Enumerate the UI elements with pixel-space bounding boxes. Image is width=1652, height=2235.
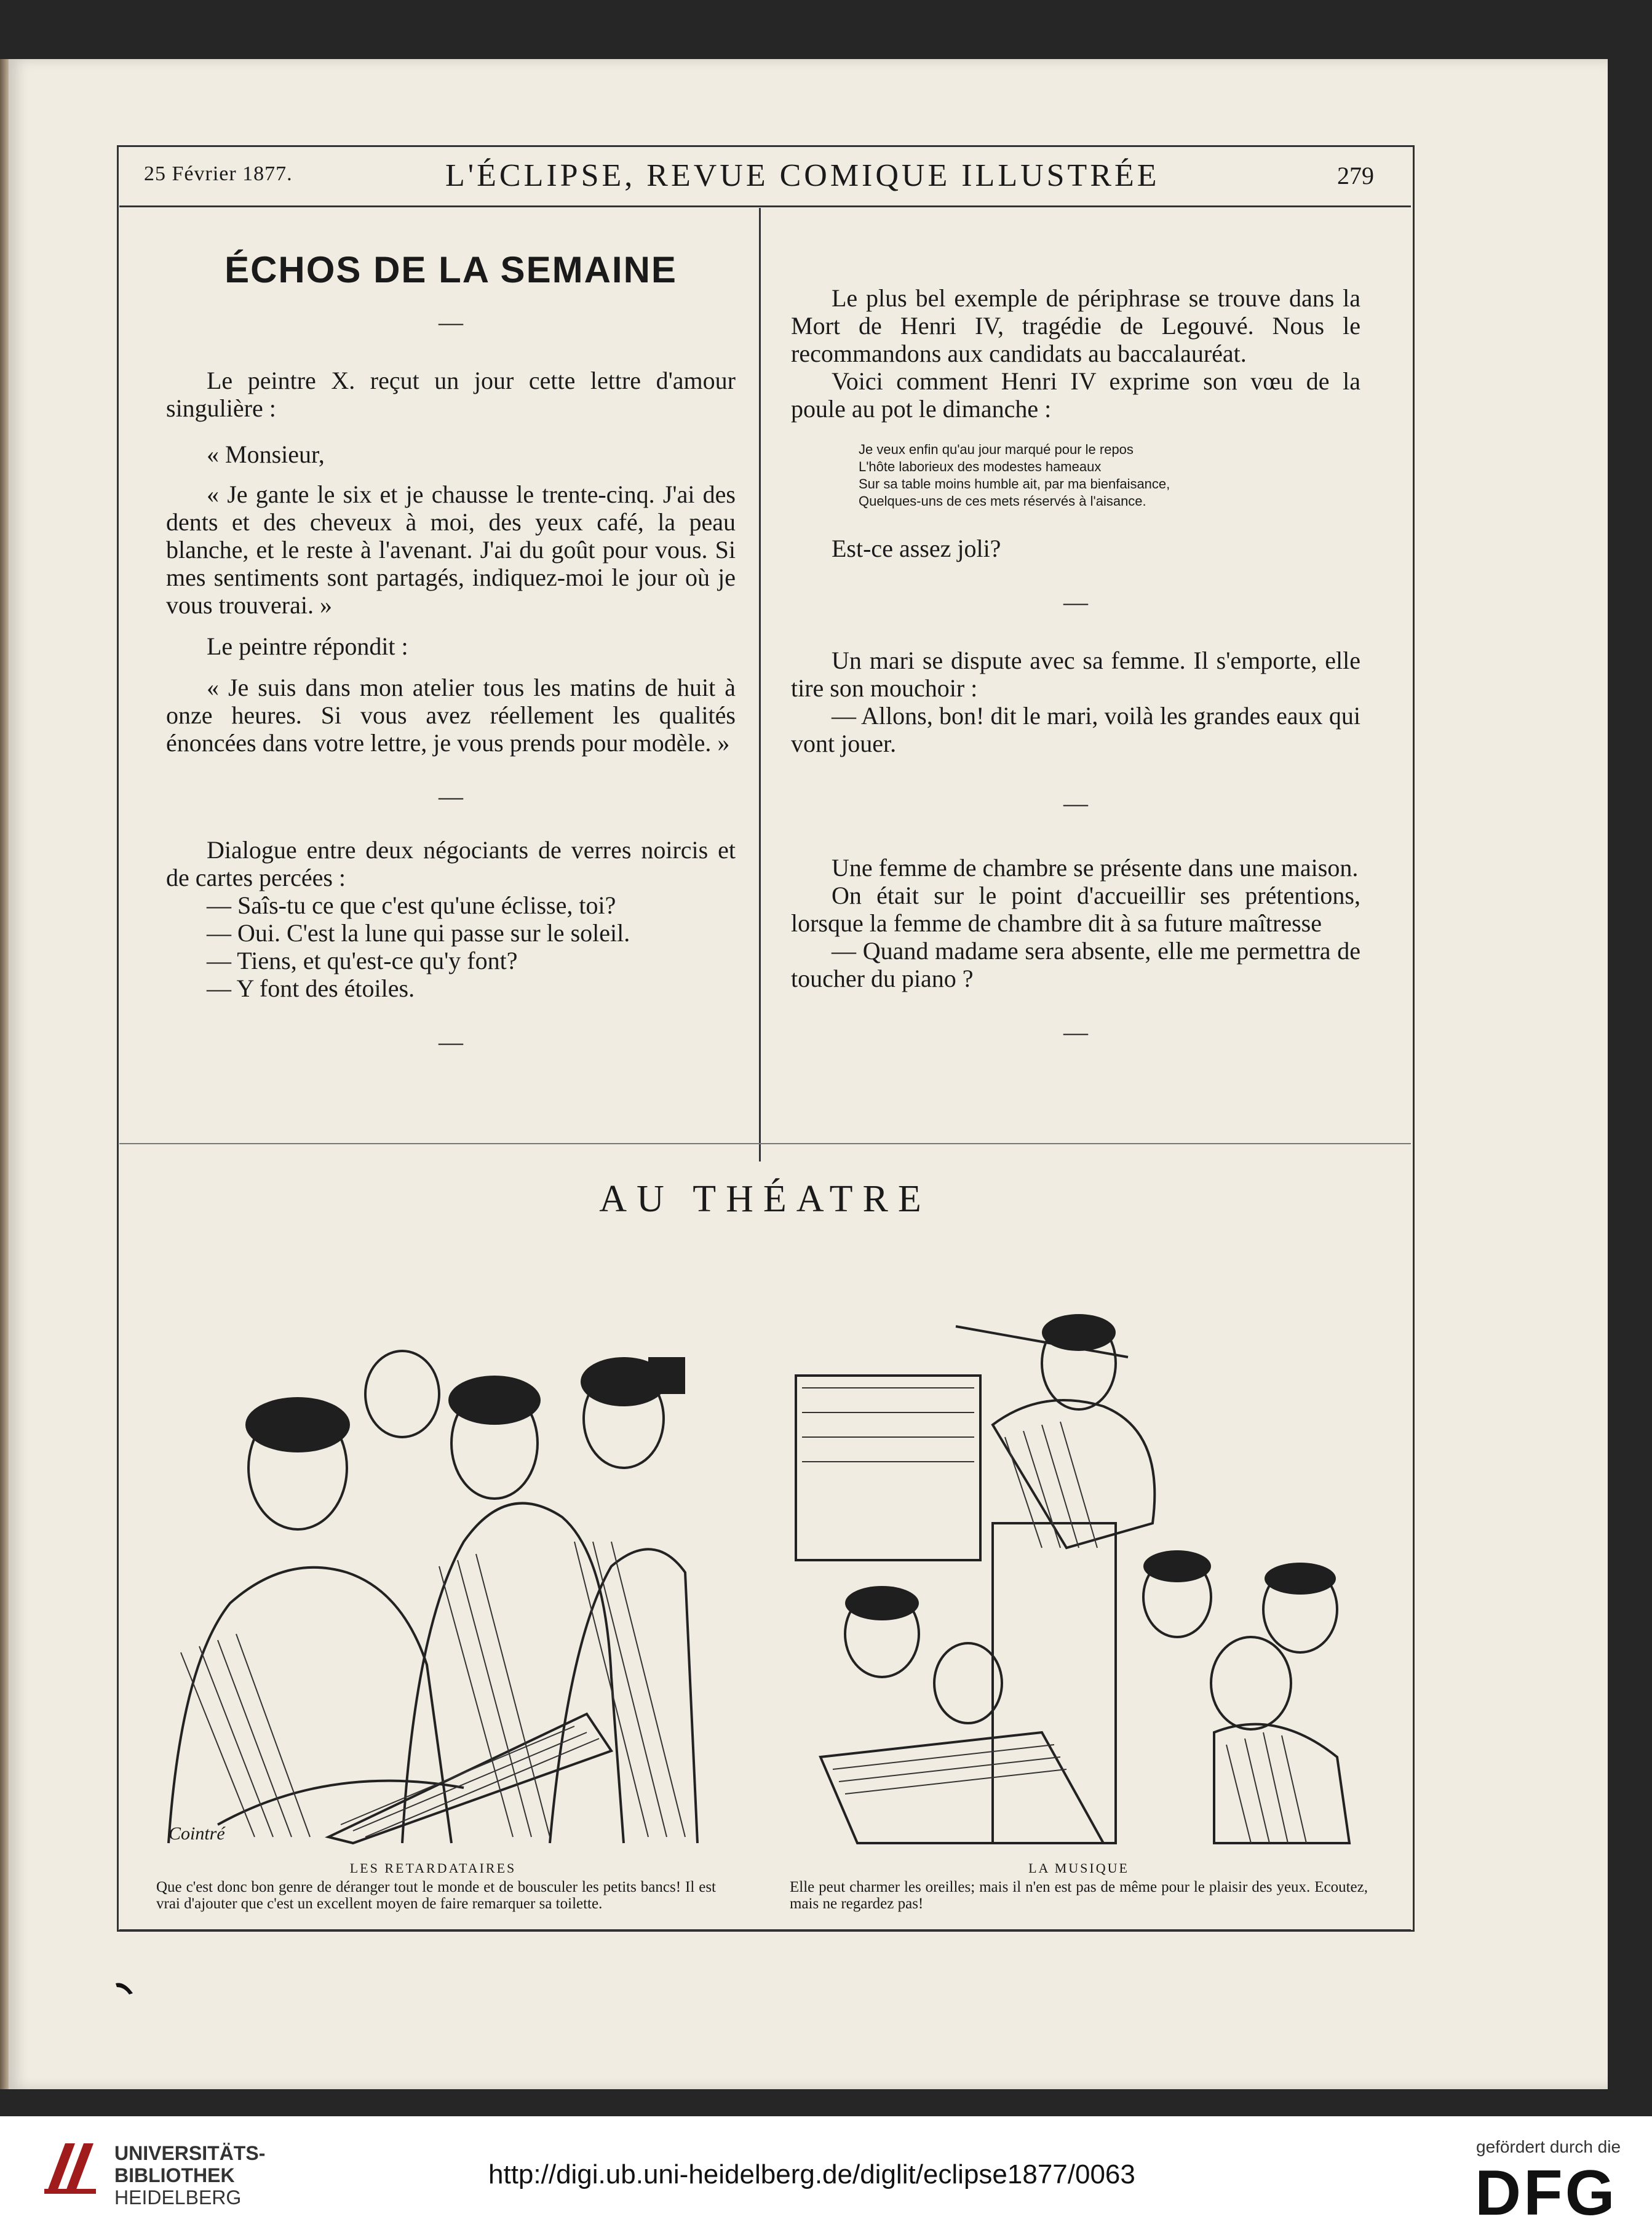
section-title-echos: ÉCHOS DE LA SEMAINE: [224, 249, 677, 290]
illustration-musique: [784, 1289, 1374, 1849]
section-title-theatre: AU THÉATRE: [599, 1178, 931, 1220]
paragraph: « Je suis dans mon atelier tous les matins de huit à onze heures. Si vous avez réellement les qualités énoncées dans votre lettre, je vous prends pour modèle. »: [166, 674, 736, 757]
verse-line: Je veux enfin qu'au jour marqué pour le repos: [859, 442, 1134, 457]
paragraph: Est-ce assez joli?: [832, 535, 1001, 562]
paragraph: On était sur le point d'accueillir ses prétentions, lorsque la femme de chambre dit à sa future maîtresse: [791, 882, 1360, 937]
verse-line: Sur sa table moins humble ait, par ma bienfaisance,: [859, 476, 1170, 492]
permalink-url[interactable]: http://digi.ub.uni-heidelberg.de/diglit/eclipse1877/0063: [488, 2159, 1135, 2189]
artist-signature: Cointré: [169, 1823, 225, 1844]
separator: —: [439, 308, 463, 336]
right-column: [791, 284, 1360, 1046]
paragraph: Une femme de chambre se présente dans une maison.: [832, 854, 1359, 882]
paragraph: Le peintre X. reçut un jour cette lettre d'amour singulière :: [166, 367, 736, 422]
library-name-line: BIBLIOTHEK: [114, 2164, 235, 2186]
separator: —: [1063, 588, 1088, 616]
newspaper-page: [9, 59, 1608, 2089]
illustration-retardataires: [144, 1283, 716, 1849]
separator: —: [1063, 789, 1088, 817]
orchestra-engraving-icon: [784, 1289, 1374, 1849]
caption-title-musique: LA MUSIQUE: [1028, 1860, 1129, 1876]
library-name: [114, 2142, 265, 2209]
caption-title-retardataires: LES RETARDATAIRES: [349, 1860, 517, 1876]
book-binding-edge: [0, 59, 9, 2089]
dfg-logo: DFG: [1475, 2157, 1618, 2229]
paragraph: Le plus bel exemple de périphrase se trouve dans la Mort de Henri IV, tragédie de Legouvé. Nous le recommandons aux candidats au baccalauréat.: [791, 284, 1360, 367]
paragraph: Le peintre répondit :: [207, 632, 408, 660]
issue-date: 25 Février 1877.: [144, 162, 293, 185]
verse-block: [859, 441, 1360, 510]
header-rule: [119, 205, 1411, 207]
section-rule: [119, 1143, 1411, 1144]
separator: —: [439, 1028, 463, 1056]
dialogue-line: — Saîs-tu ce que c'est qu'une éclisse, toi?: [207, 891, 616, 919]
journal-title: L'ÉCLIPSE, REVUE COMIQUE ILLUSTRÉE: [445, 158, 1160, 193]
late-audience-engraving-icon: [144, 1283, 716, 1849]
separator: —: [1063, 1018, 1088, 1046]
verse-line: L'hôte laborieux des modestes hameaux: [859, 459, 1102, 474]
library-name-line: UNIVERSITÄTS-: [114, 2142, 266, 2164]
digitization-footer: [0, 2116, 1652, 2235]
paragraph: « Monsieur,: [207, 440, 325, 468]
library-name-line: HEIDELBERG: [114, 2186, 242, 2209]
dialogue-line: — Oui. C'est la lune qui passe sur le soleil.: [207, 919, 630, 947]
left-column: [166, 249, 736, 1056]
pointer-mark-icon: [113, 1978, 138, 2003]
dialogue-line: — Y font des étoiles.: [207, 974, 415, 1002]
caption-musique: Elle peut charmer les oreilles; mais il n'en est pas de même pour le plaisir des yeux. Ecoutez, mais ne regardez pas!: [790, 1879, 1368, 1912]
paragraph: Dialogue entre deux négociants de verres noircis et de cartes percées :: [166, 836, 736, 891]
caption-retardataires: Que c'est donc bon genre de déranger tout le monde et de bousculer les petits bancs! Il est vrai d'ajouter que c'est un excellent moyen de faire remarquer sa toilette.: [156, 1879, 716, 1912]
bottom-rule: [119, 1929, 1411, 1931]
library-logo-icon: [41, 2137, 100, 2199]
paragraph: « Je gante le six et je chausse le trente-cinq. J'ai des dents et des cheveux à moi, des yeux café, la peau blanche, et le reste à l'avenant. J'ai du goût pour vous. Si mes sentiments sont partagés, indiquez-moi le jour où je vous trouverai. »: [166, 480, 736, 619]
paragraph: — Allons, bon! dit le mari, voilà les grandes eaux qui vont jouer.: [791, 702, 1360, 757]
dialogue-line: — Tiens, et qu'est-ce qu'y font?: [207, 947, 518, 974]
paragraph: Un mari se dispute avec sa femme. Il s'emporte, elle tire son mouchoir :: [791, 647, 1360, 702]
paragraph: — Quand madame sera absente, elle me permettra de toucher du piano ?: [791, 937, 1360, 992]
page-number: 279: [1337, 162, 1374, 189]
funding-label: gefördert durch die: [1476, 2137, 1621, 2156]
verse-line: Quelques-uns de ces mets réservés à l'aisance.: [859, 493, 1146, 509]
separator: —: [439, 783, 463, 810]
paragraph: Voici comment Henri IV exprime son vœu de la poule au pot le dimanche :: [791, 367, 1360, 423]
column-divider: [759, 208, 761, 1161]
